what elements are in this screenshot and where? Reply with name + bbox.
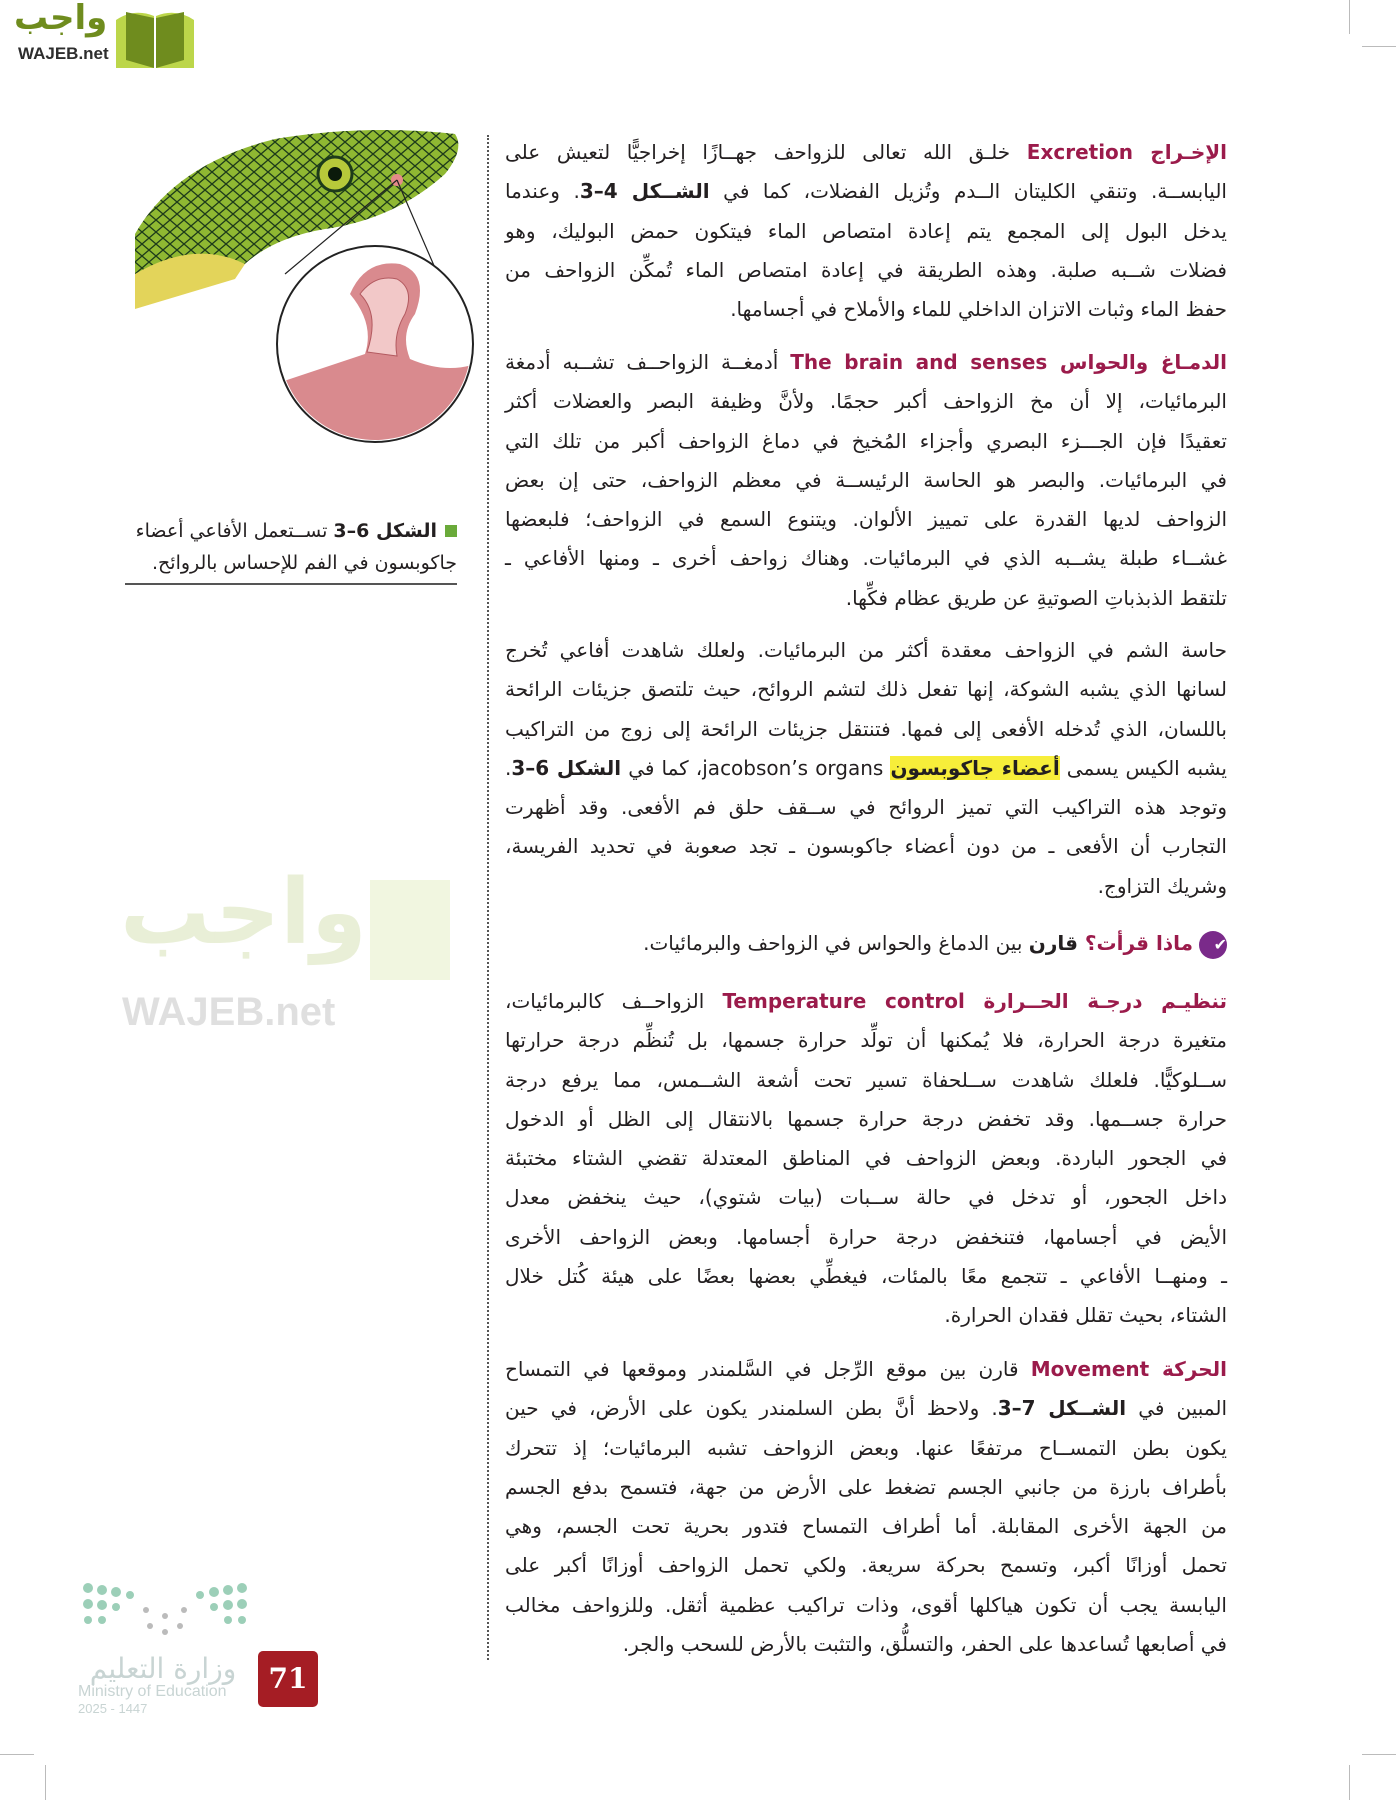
page-number: 71 — [258, 1651, 318, 1707]
text-line — [505, 172, 1227, 211]
text-line — [505, 212, 1227, 251]
text-line — [505, 1100, 1227, 1139]
caption-text: تســتعمل الأفاعي أعضاء جاكوبسون في الفم للإحساس بالروائح. — [135, 520, 457, 574]
text-line — [505, 1625, 1227, 1664]
text-line — [505, 827, 1227, 866]
text-segment: يدخل البول إلى المجمع يتم إعادة امتصاص الماء فيتكون حمض البوليك، وهو — [505, 218, 1227, 243]
text-segment: التجارب أن الأفعى ـ من دون أعضاء جاكوبسون ـ تجد صعوبة في تحديد الفريسة، — [505, 834, 1227, 859]
text-segment: يكون بطن التمســاح مرتفعًا عنها. وبعض الزواحف تشبه البرمائيات؛ إذ تتحرك — [505, 1435, 1227, 1460]
text-line — [505, 1546, 1227, 1585]
section-heading: الحركة — [1162, 1357, 1227, 1381]
snake-jacobson-organ-illustration — [135, 124, 475, 466]
section-heading: الدمـاغ والحواس — [1059, 350, 1228, 374]
highlighted-term: أعضاء جاكوبسون — [890, 755, 1060, 780]
text-segment: وشريك التزاوج. — [1097, 873, 1227, 898]
text-line — [505, 1389, 1227, 1428]
watermark-text-en: WAJEB.net — [122, 990, 336, 1034]
section-heading: Temperature control — [722, 989, 984, 1013]
text-segment: الزواحف لديها القدرة على تمييز الألوان. ويتنوع السمع في الزواحف؛ فلبعضها — [505, 507, 1227, 532]
text-segment: وتوجد هذه التراكيب التي تميز الروائح في ســقف حلق فم الأفعى. وقد أظهرت — [505, 795, 1227, 820]
text-segment: غشــاء طبلة يشــبه الذي في البرمائيات. وهناك زواحف أخرى ـ ومنها الأفاعي ـ — [505, 546, 1227, 571]
text-line — [505, 422, 1227, 461]
text-segment: من الجهة الأخرى المقابلة. أما أطراف التمساح فتدور بحرية تحت الجسم، وهي — [505, 1514, 1227, 1539]
text-line — [505, 251, 1227, 290]
text-segment: خلـق الله تعالى للزواحف جهــازًا إخراجيًّا لتعيش على — [505, 140, 1027, 164]
text-line — [505, 788, 1227, 827]
text-line — [505, 500, 1227, 539]
bold-text: الشكل 6–3 — [511, 755, 622, 780]
text-line — [505, 539, 1227, 578]
text-line — [505, 670, 1227, 709]
figure-caption — [125, 515, 457, 585]
text-segment: حرارة جســمها. وقد تخفض درجة حرارة جسمها بالانتقال إلى الظل أو الدخول — [505, 1106, 1227, 1131]
text-line — [505, 461, 1227, 500]
text-segment: لسانها الذي يشبه الشوكة، إنها تفعل ذلك لتشم الروائح، حيث تلتصق جزيئات الرائحة — [505, 677, 1227, 702]
crop-mark — [0, 1754, 34, 1755]
watermark — [120, 860, 460, 1050]
text-segment: حاسة الشم في الزواحف معقدة أكثر من البرمائيات. ولعلك شاهدت أفاعي تُخرج — [505, 638, 1227, 662]
what-did-you-read-question — [505, 924, 1227, 963]
text-segment: في البرمائيات. والبصر هو الحاسة الرئيســة في معظم الزواحف، حتى إن بعض — [505, 467, 1227, 492]
text-line — [505, 1296, 1227, 1335]
text-segment: قارن بين موقع الرِّجل في السَّلمندر وموقعها في التمساح — [505, 1357, 1031, 1381]
watermark-book-icon — [370, 880, 450, 980]
text-segment: الشتاء، بحيث تقلل فقدان الحرارة. — [944, 1303, 1227, 1328]
section-heading: Movement — [1030, 1357, 1163, 1381]
text-line — [505, 982, 1227, 1021]
watermark-text-ar: واجب — [120, 860, 367, 965]
ministry-logo — [78, 1652, 248, 1716]
text-line — [505, 710, 1227, 749]
section-heading: الإخـراج — [1150, 140, 1227, 164]
paragraph — [505, 631, 1227, 906]
text-line — [505, 867, 1227, 906]
text-segment: فضلات شــبه صلبة. وهذه الطريقة في إعادة امتصاص الماء تُمكِّن الزواحف من — [505, 257, 1227, 282]
section-heading: The brain and senses — [790, 350, 1060, 374]
text-segment: بين الدماغ والحواس في الزواحف والبرمائيات. — [643, 931, 1029, 955]
text-line — [505, 1061, 1227, 1100]
crop-mark — [1362, 46, 1396, 47]
logo-text-ar: واجب — [14, 0, 108, 38]
text-segment: حفظ الماء وثبات الاتزان الداخلي للماء والأملاح في أجسامها. — [730, 297, 1227, 322]
text-segment: . — [505, 755, 512, 780]
text-line — [505, 1586, 1227, 1625]
text-segment: ســلوكيًّا. فلعلك شاهدت ســلحفاة تسير تحت أشعة الشــمس، مما يرفع درجة — [505, 1067, 1227, 1092]
caption-bullet-icon — [445, 525, 457, 537]
logo-text-en: WAJEB.net — [18, 44, 109, 63]
text-line — [505, 343, 1227, 382]
text-segment: متغيرة درجة الحرارة، فلا يُمكنها أن تولِّد حرارة جسمها، بل تُنظِّم درجة حرارتها — [505, 1028, 1227, 1053]
bold-text: الشــكل 4–3 — [579, 179, 710, 204]
text-segment: . وعندما — [505, 179, 580, 204]
edition-year: 2025 - 1447 — [78, 1701, 148, 1716]
section-heading: تنظيـم درجـة الحــرارة — [983, 989, 1227, 1013]
ministry-name-ar: وزارة التعليم — [89, 1652, 237, 1685]
section-heading: Excretion — [1026, 140, 1151, 164]
caption-label: الشكل 6–3 — [333, 520, 437, 542]
text-line — [505, 1257, 1227, 1296]
bold-text: الشــكل 7–3 — [997, 1396, 1127, 1421]
text-segment: تحمل أوزانًا أكبر، وتسمح بحركة سريعة. ولكي تحمل الزواحف أوزانًا أكبر على — [505, 1553, 1227, 1578]
text-line — [505, 382, 1227, 421]
section-heading: ماذا قرأت؟ — [1084, 931, 1193, 955]
text-segment: المبين في — [1126, 1396, 1228, 1421]
text-line — [505, 1507, 1227, 1546]
text-segment: في أصابعها تُساعدها على الحفر، والتسلُّق، والتثبت بالأرض للسحب والجر. — [622, 1632, 1227, 1657]
text-line — [505, 1429, 1227, 1468]
text-line — [505, 749, 1227, 788]
crop-mark — [45, 1765, 46, 1800]
text-segment: ـ ومنهــا الأفاعي ـ تتجمع معًا بالمئات، فيغطِّي بعضها بعضًا على هيئة كُتل خلال — [505, 1264, 1227, 1289]
crop-mark — [1349, 1765, 1350, 1800]
text-line — [505, 1178, 1227, 1217]
text-line — [505, 1218, 1227, 1257]
text-segment: في الجحور الباردة. وبعض الزواحف في المناطق المعتدلة تقضي الشتاء مختبئة — [505, 1146, 1227, 1171]
text-segment: jacobson’s organs، كما في — [621, 755, 891, 780]
text-line — [505, 631, 1227, 670]
text-segment: أدمغــة الزواحــف تشــبه أدمغة — [505, 350, 791, 374]
text-segment: البرمائيات، إلا أن مخ الزواحف أكبر حجمًا. ولأنَّ وظيفة البصر والعضلات أكثر — [505, 389, 1227, 414]
crop-mark — [1349, 0, 1350, 34]
text-segment: داخل الجحور، أو تدخل في حالة ســبات (بيات شتوي)، حيث ينخفض معدل — [505, 1185, 1227, 1210]
text-segment: . ولاحظ أنَّ بطن السلمندر يكون على الأرض، في حين — [505, 1396, 998, 1421]
text-segment: الأيض في أجسامها، فتنخفض درجة حرارة أجسامها. وبعض الزواحف الأخرى — [505, 1224, 1227, 1249]
text-segment: بأطراف بارزة من جانبي الجسم تضغط على الأرض من جهة، فتسمح بدفع الجسم — [505, 1474, 1227, 1499]
text-segment: يشبه الكيس يسمى — [1059, 755, 1227, 780]
text-segment: باللسان، الذي تُدخله الأفعى إلى فمها. فتنتقل جزيئات الرائحة إلى زوج من التراكيب — [505, 716, 1227, 741]
text-segment: اليابسة يجب أن تكون هياكلها أقوى، وذات تراكيب عظمية أثقل. وللزواحف مخالب — [505, 1592, 1227, 1617]
text-line — [505, 1468, 1227, 1507]
text-line — [505, 1021, 1227, 1060]
crop-mark — [1362, 1754, 1396, 1755]
text-segment: تعقيدًا فإن الجـــزء البصري وأجزاء المُخيخ في دماغ الزواحف أكبر من تلك التي — [505, 428, 1227, 453]
text-segment: اليابســة. وتنقي الكليتان الــدم وتُزيل الفضلات، كما في — [709, 179, 1227, 204]
column-divider — [487, 135, 489, 1660]
text-segment: تلتقط الذبذباتِ الصوتيةِ عن طريق عظام فكِّها. — [845, 585, 1227, 610]
check-icon: ✔ — [1199, 931, 1227, 959]
text-line — [505, 290, 1227, 329]
paragraph — [505, 982, 1227, 1336]
wajeb-logo[interactable] — [8, 0, 193, 66]
ministry-logo-dots — [80, 1580, 250, 1640]
text-line — [505, 1139, 1227, 1178]
text-line — [505, 579, 1227, 618]
paragraph — [505, 343, 1227, 618]
text-segment: الزواحــف كالبرمائيات، — [505, 989, 723, 1013]
text-line — [505, 1350, 1227, 1389]
bold-text: قارن — [1028, 931, 1085, 955]
paragraph — [505, 1350, 1227, 1664]
ministry-name-en: Ministry of Education — [78, 1683, 227, 1700]
book-icon — [114, 8, 196, 68]
paragraph — [505, 133, 1227, 329]
text-line — [505, 924, 1227, 963]
text-line — [505, 133, 1227, 172]
